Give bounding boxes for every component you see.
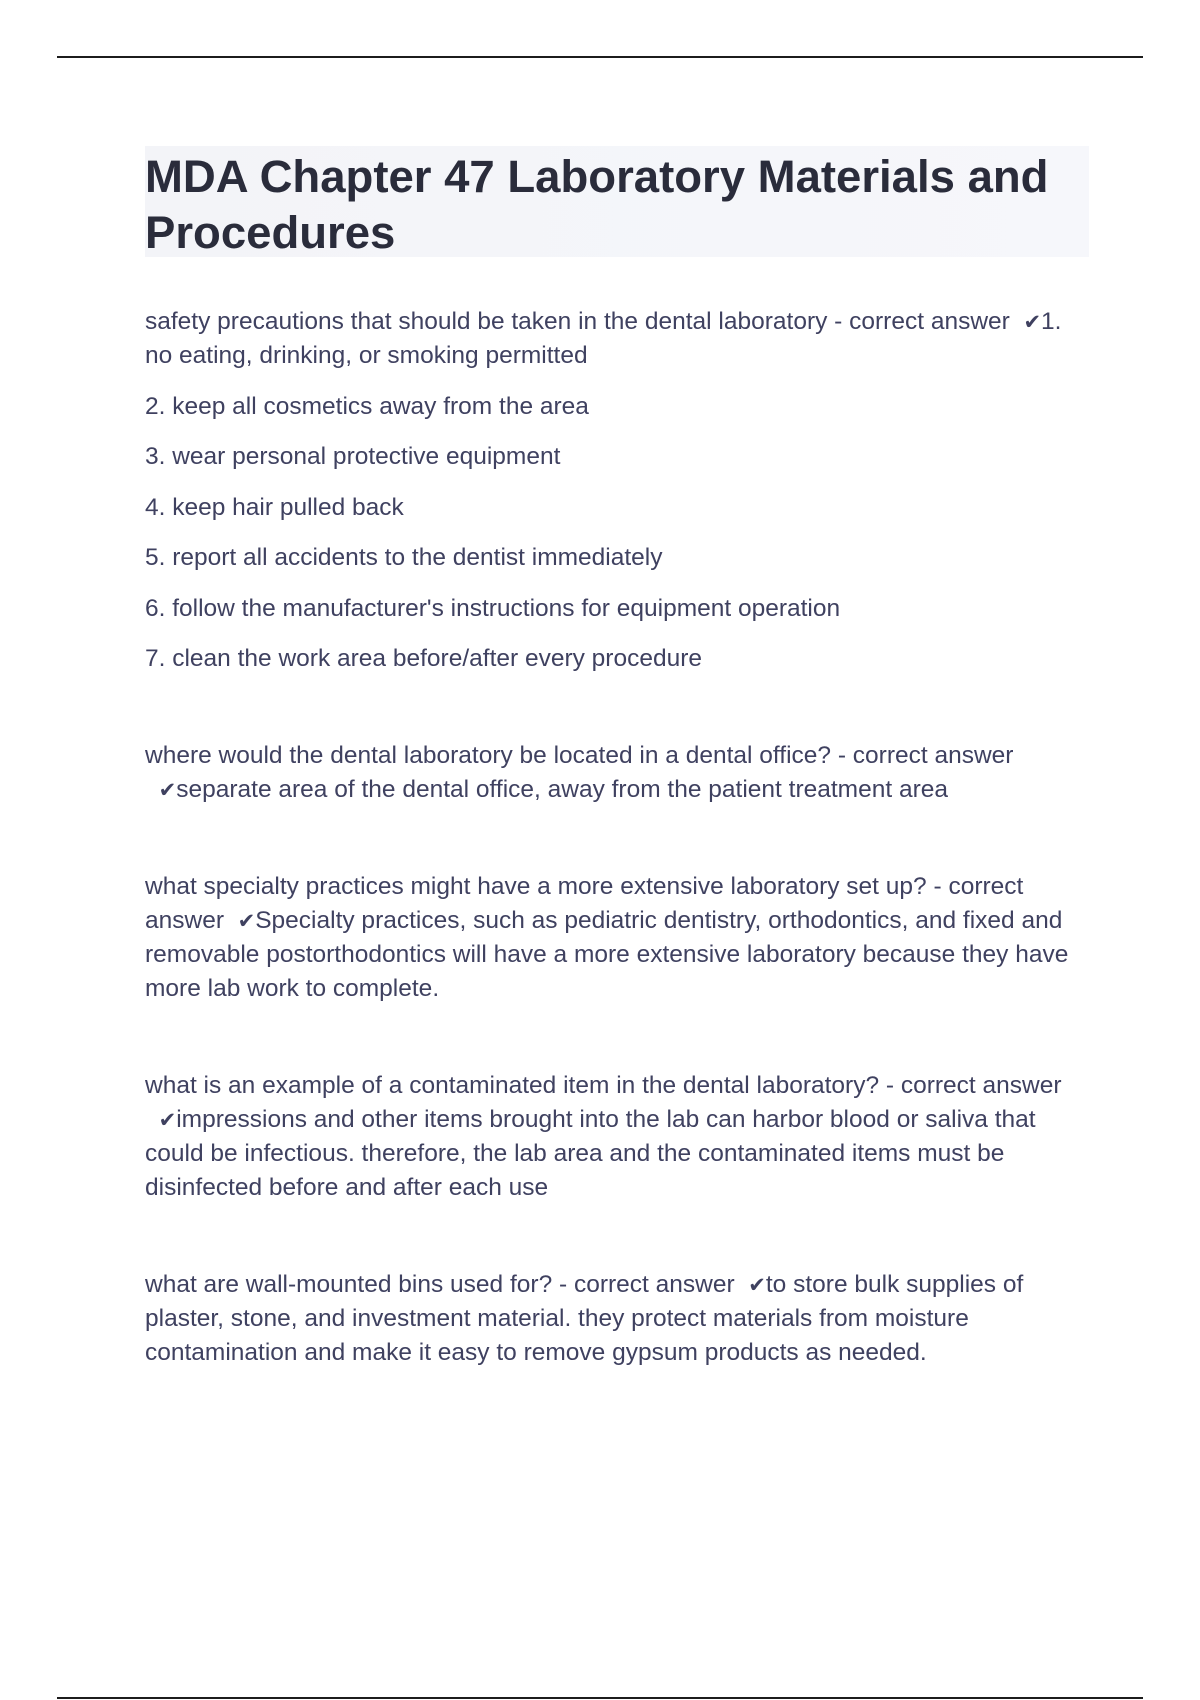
qa-text — [145, 1069, 1095, 1205]
answer-text: impressions and other items brought into the lab can harbor blood or saliva that could be infectious. therefore, the lab area and the contaminated items must be disinfected before and after each use — [145, 1106, 1036, 1201]
answer-text: Specialty practices, such as pediatric dentistry, orthodontics, and fixed and removable postorthodontics will have a more extensive laboratory because they have more lab work to complete. — [145, 907, 1069, 1002]
check-mark-icon: ✔ — [158, 1108, 177, 1132]
qa-item-lab-location — [145, 739, 1095, 807]
qa-text — [145, 739, 1095, 807]
question-text: where would the dental laboratory be located in a dental office? - correct answer — [145, 742, 1014, 769]
title-block — [145, 146, 1089, 257]
question-text: safety precautions that should be taken in the dental laboratory - correct answer — [145, 308, 1010, 335]
answer-line: 6. follow the manufacturer's instructions for equipment operation — [145, 594, 841, 622]
question-text: what specialty practices might have a more extensive laboratory set up? - correct answer — [145, 873, 1024, 934]
qa-text — [145, 870, 1095, 1006]
answer-line: 4. keep hair pulled back — [145, 493, 404, 521]
check-mark-icon: ✔ — [158, 778, 177, 802]
answer-line: 5. report all accidents to the dentist immediately — [145, 544, 663, 571]
question-text: what is an example of a contaminated item in the dental laboratory? - correct answer — [145, 1072, 1062, 1099]
qa-text — [145, 1268, 1095, 1370]
qa-item-wall-mounted-bins — [145, 1268, 1095, 1370]
bottom-rule — [57, 1697, 1143, 1699]
check-mark-icon: ✔ — [1023, 310, 1042, 334]
qa-item-specialty-practices — [145, 870, 1095, 1006]
answer-line: 3. wear personal protective equipment — [145, 443, 561, 470]
qa-item-safety — [145, 305, 1095, 676]
check-mark-icon: ✔ — [748, 1273, 766, 1297]
answer-text: 1. no eating, drinking, or smoking permitted — [145, 308, 1062, 369]
answer-text: to store bulk supplies of plaster, stone, and investment material. they protect materials from moisture contamination and make it easy to remove gypsum products as needed. — [145, 1271, 1024, 1366]
answer-line: 7. clean the work area before/after every procedure — [145, 645, 703, 672]
answer-line: 2. keep all cosmetics away from the area — [145, 392, 589, 420]
document-body — [145, 305, 1095, 1370]
qa-item-contaminated-item — [145, 1069, 1095, 1205]
document-title: MDA Chapter 47 Laboratory Materials and Procedures — [145, 151, 1049, 258]
qa-text — [145, 305, 1095, 373]
answer-text: separate area of the dental office, away from the patient treatment area — [176, 776, 948, 803]
top-rule — [57, 56, 1143, 58]
question-text: what are wall-mounted bins used for? - correct answer — [145, 1271, 735, 1298]
check-mark-icon: ✔ — [237, 909, 256, 933]
